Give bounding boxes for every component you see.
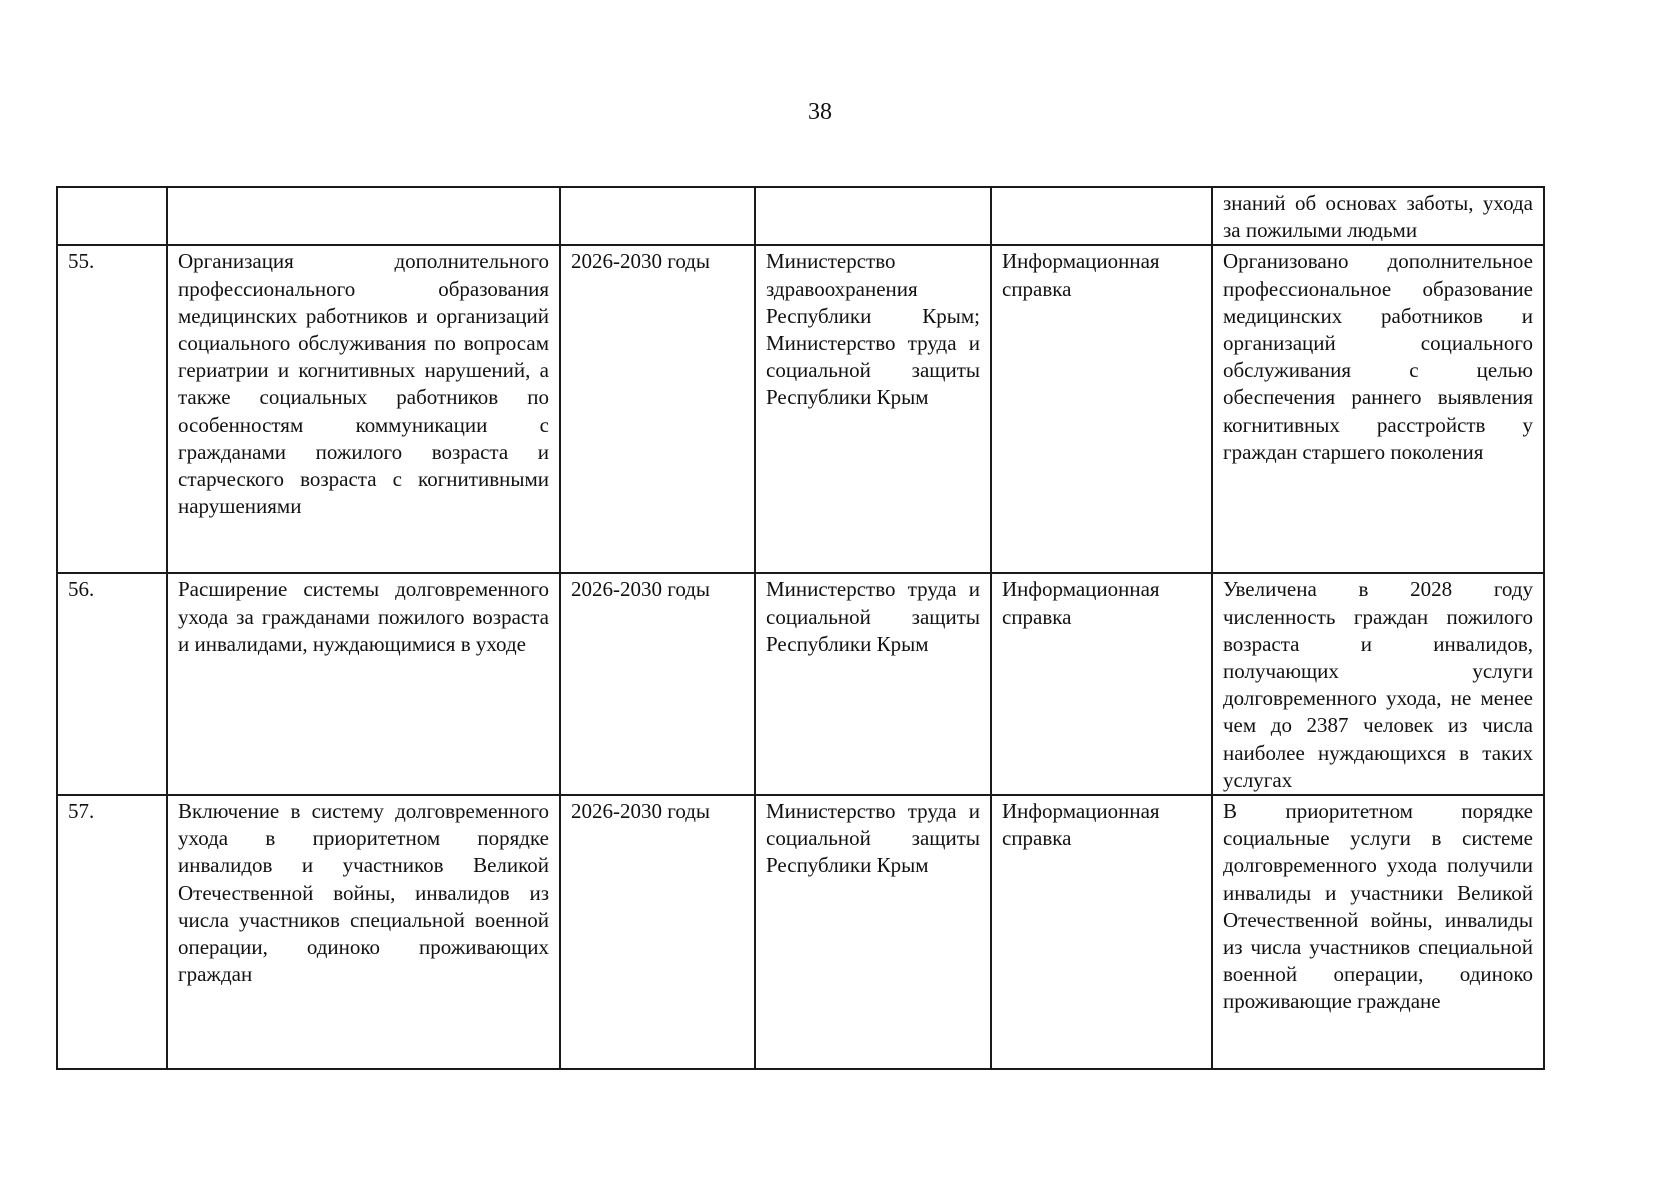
result-text: Увеличена в 2028 году численность граждан пожилого возраста и инвалидов, получающих услуги долговременного ухода, не менее чем до 2387 человек из числа наиболее нуждающихся в таких услугах bbox=[1223, 577, 1533, 792]
executors-text: Министерство труда и социальной защиты Республики Крым bbox=[766, 799, 980, 878]
table-row-continuation bbox=[57, 187, 1544, 245]
measure-text: Расширение системы долговременного ухода за гражданами пожилого возраста и инвалидами, нуждающимися в уходе bbox=[178, 577, 549, 656]
document-cell bbox=[991, 187, 1212, 245]
table-row-57 bbox=[57, 795, 1544, 1069]
measure-cell bbox=[167, 573, 560, 795]
period-text: 2026-2030 годы bbox=[571, 577, 711, 602]
row-number: 55. bbox=[68, 249, 95, 274]
num-cell bbox=[57, 245, 167, 573]
period-text: 2026-2030 годы bbox=[571, 799, 711, 824]
result-cell bbox=[1212, 245, 1544, 573]
executors-cell bbox=[755, 245, 991, 573]
period-cell bbox=[560, 245, 755, 573]
measure-text: Организация дополнительного профессионального образования медицинских работников и организаций социального обслуживания по вопросам гериатрии и когнитивных нарушений, а также социальных работников по особенностям коммуникации с гражданами пожилого возраста и старческого возраста с когнитивными нарушениями bbox=[178, 249, 549, 519]
executors-text: Министерство здравоохранения Республики Крым; Министерство труда и социальной защиты Республики Крым bbox=[766, 249, 980, 410]
executors-cell bbox=[755, 795, 991, 1069]
document-text: Информационная справка bbox=[1002, 799, 1160, 851]
result-cell bbox=[1212, 573, 1544, 795]
executors-text: Министерство труда и социальной защиты Республики Крым bbox=[766, 577, 980, 656]
period-cell bbox=[560, 795, 755, 1069]
period-cell bbox=[560, 573, 755, 795]
document-text: Информационная справка bbox=[1002, 249, 1160, 301]
table-row-55 bbox=[57, 245, 1544, 573]
row-number: 57. bbox=[68, 799, 95, 824]
executors-cell bbox=[755, 187, 991, 245]
result-text: знаний об основах заботы, ухода за пожилыми людьми bbox=[1223, 191, 1533, 243]
measure-cell bbox=[167, 187, 560, 245]
row-number: 56. bbox=[68, 577, 95, 602]
document-cell bbox=[991, 245, 1212, 573]
document-text: Информационная справка bbox=[1002, 577, 1160, 629]
page-number: 38 bbox=[808, 99, 832, 125]
num-cell bbox=[57, 573, 167, 795]
executors-cell bbox=[755, 573, 991, 795]
result-cell bbox=[1212, 795, 1544, 1069]
num-cell bbox=[57, 187, 167, 245]
result-text: В приоритетном порядке социальные услуги в системе долговременного ухода получили инвалиды и участники Великой Отечественной войны, инвалиды из числа участников специальной военной операции, одиноко проживающие граждане bbox=[1223, 799, 1533, 1014]
result-text: Организовано дополнительное профессиональное образование медицинских работников и организаций социального обслуживания с целью обеспечения раннего выявления когнитивных расстройств у граждан старшего поколения bbox=[1223, 249, 1533, 464]
measure-cell bbox=[167, 245, 560, 573]
result-cell bbox=[1212, 187, 1544, 245]
document-cell bbox=[991, 573, 1212, 795]
period-text: 2026-2030 годы bbox=[571, 249, 711, 274]
period-cell bbox=[560, 187, 755, 245]
measures-table bbox=[56, 186, 1545, 1070]
table-row-56 bbox=[57, 573, 1544, 795]
document-cell bbox=[991, 795, 1212, 1069]
measure-cell bbox=[167, 795, 560, 1069]
measure-text: Включение в систему долговременного ухода в приоритетном порядке инвалидов и участников Великой Отечественной войны, инвалидов из числа участников специальной военной операции, одиноко проживающих граждан bbox=[178, 799, 549, 987]
num-cell bbox=[57, 795, 167, 1069]
